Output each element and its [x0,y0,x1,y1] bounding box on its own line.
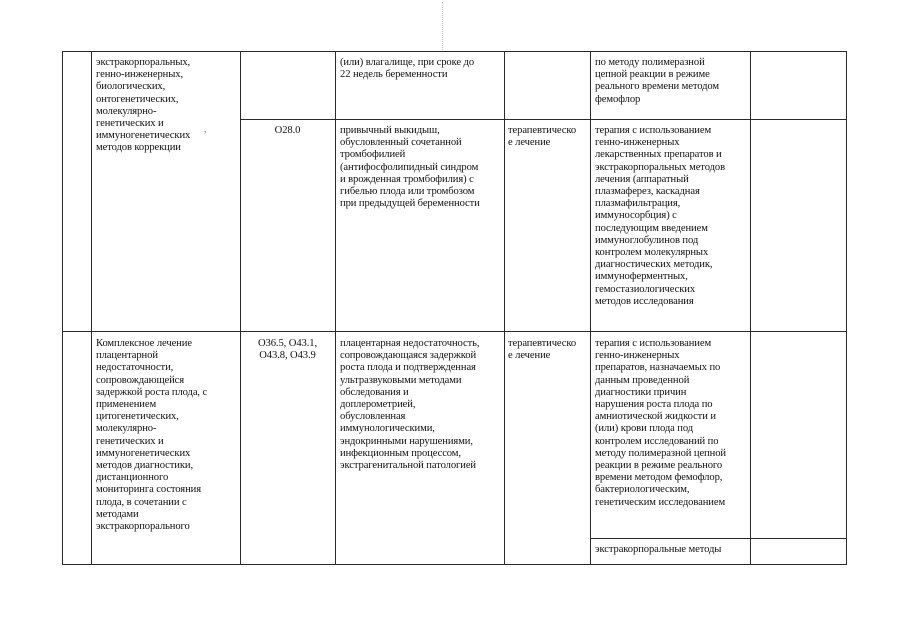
row2-code-cell: О36.5, О43.1, О43.8, О43.9 [257,338,318,362]
row1-profile-cell: экстракорпоральных, генно-инженерных, биологических, онтогенетических, молекулярно- генетических и иммуногенетических методов коррекции [96,57,191,154]
table-bottom-border [62,564,847,565]
table-top-border [62,51,847,52]
row2-method-extra-cell: экстракорпоральные методы [595,544,722,555]
col-border-1 [91,51,92,565]
col-border-4 [504,51,505,565]
fold-line [442,2,443,50]
row1-sub2-model-cell: привычный выкидыш, обусловленный сочетанной тромбофилией (антифосфолипидный синдром и врожденная тромбофилия) с гибелью плода или тромбозом при предыдущей беременности [340,125,480,210]
col-border-left [62,51,63,565]
row2-treatment-cell: терапевтическо е лечение [508,338,577,362]
col-border-5 [590,51,591,565]
col-border-right [846,51,847,565]
row1-sub1-model-cell: (или) влагалище, при сроке до 22 недель беременности [340,57,475,81]
row2-model-cell: плацентарная недостаточность, сопровождающаяся задержкой роста плода и подтвержденная ультразвуковыми методами обследования и доплерометрией, обусловленная иммунологическими, эндокринными нарушениями, инфекционным процессом, экстрагенитальной патологией [340,338,480,472]
col-border-6 [750,51,751,565]
row1-sub2-treatment-cell: терапевтическо е лечение [508,125,577,149]
row2-method-divider [590,538,847,539]
row1-sub2-method-cell: терапия с использованием генно-инженерных лекарственных препаратов и экстракорпоральных методов лечения (аппаратный плазмаферез, каскадная плазмафильтрация, иммуносорбция) с последующим введением иммуноглобулинов под контролем молекулярных диагностических методик, иммуноферментных, гемостазиологических методов исследования [595,125,725,307]
scan-mark: , [204,124,207,134]
col-border-3 [335,51,336,565]
row1-inner-divider [240,119,847,120]
row-divider [62,331,847,332]
row2-profile-cell: Комплексное лечение плацентарной недостаточности, сопровождающейся задержкой роста плода, с применением цитогенетических, молекулярно- генетических и иммуногенетических методов диагностики, дистанционного мониторинга состояния плода, в сочетании с методами экстракорпорального [96,338,208,533]
row1-sub2-code-cell: О28.0 [274,125,301,136]
row1-sub1-method-cell: по методу полимеразной цепной реакции в режиме реального времени методом фемофлор [595,57,720,105]
row2-method-cell: терапия с использованием генно-инженерных препаратов, назначаемых по данным проведенной диагностики причин нарушения роста плода по амниотической жидкости и (или) крови плода под контролем исследований по методу полимеразной цепной реакции в режиме реального времени методом фемофлор, бактериологическим, генетическим исследованием [595,338,726,508]
